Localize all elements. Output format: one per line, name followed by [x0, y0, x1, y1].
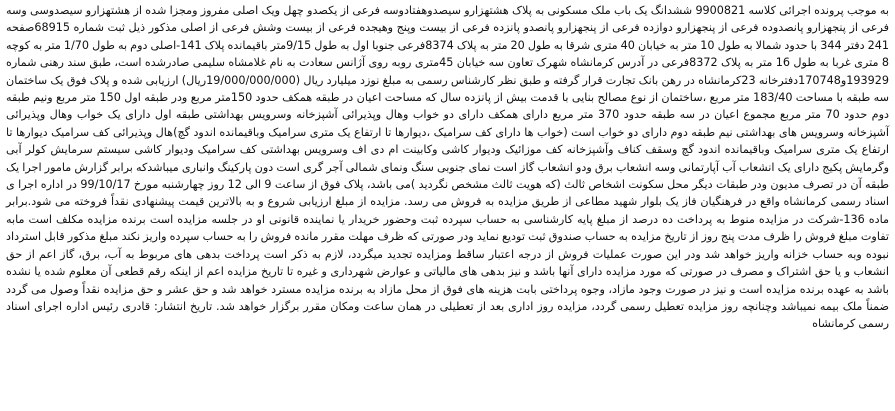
notice-body: به موجب پرونده اجرائی کلاسه 9900821 ششدانگ یک باب ملک مسکونی به پلاک هشتهزارو سیصدوهفتادوسه فرعی از یکصدو چهل ویک اصلی مفروز ومجزا شده از هشتهزارو سیصدوسی وسه فرعی از پنجهزارو پانصدوده فرعی از پنجهزارو دوازده فرعی از پنجهزارو پانصدو پانزده فرعی از بیست وپنج وهیجده فرعی از بیست وشش فرعی از اصلی مذکور ذیل ثبت شماره 68915صفحه 241 دفتر 344 با حدود شمالا به طول 10 متر به خیابان 40 متری شرقا به طول 20 متر به پلاک 8374فرعی جنوبا اول به طول 9/15متر باقیمانده پلاک 141-اصلی دوم به طول 1/70 متر به کوچه 8 متری غربا به طول 16 متر به پلاک 8372فرعی در آدرس کرمانشاه شهرک تعاون سه خیابان 45متری روبه روی آژانس سعادت به نام غلامشاه سلیمی صادرشده است، طبق سند رهنی شماره 193929و170748دفترخانه 23کرمانشاه در رهن بانک تجارت قرار گرفته و طبق نظر کارشناس رسمی به مبلغ نوزد میلیارد ریال (19/000/000/000ریال) ارزیابی شده و پلاک فوق یک ساختمان سه طبقه با مساحت 183/40 متر مربع ،ساختمان از نوع مصالح بنایی با قدمت بیش از پانزده سال که مساحت اعیان در طبقه همکف حدود 150متر مربع ودر طبقه اول 150 متر مربع ونیم طبقه دوم حدود 70 متر مربع مجموع اعیان در سه طبقه حدود 370 متر مربع دارای همکف دارای دو خواب وهال وپذیرائی آشپزخانه وسرویس بهداشتی طبقه اول دارای یک خواب وهال وپذیرائی آشپزخانه وسرویس های بهداشتی نیم طبقه دوم دارای دو خواب است (خواب ها دارای کف سرامیک ،دیوارها تا ارتفاع یک متری سرامیک وباقیمانده اندود گچ)هال وپذیرائی کف سرامیک دیوارها تا ارتفاع یک متری سرامیک وباقیمانده اندود گچ وسقف کناف وآشپزخانه کف موزائیک ودیوار کاشی وکابینت ام دی اف وسرویس بهداشتی کف سرامیک ودیوار کاشی سیستم سرمایش کولر آبی وگرمایش پکیج دارای یک انشعاب آب آپارتمانی وسه انشعاب برق ودو انشعاب گاز است نمای جنوبی سنگ ونمای شمالی آجر گری است دون پارکینگ وانباری میباشدکه برابر گزارش مامور اجرا یک طبقه آن در تصرف مدیون ودر طبقات دیگر محل سکونت اشخاص ثالث (که هویت ثالث مشخص نگردید )می باشد، پلاک فوق از ساعت 9 الی 12 روز چهارشنبه مورخ 99/10/17 در اداره اجرا ی اسناد رسمی کرمانشاه واقع در فرهنگیان فاز یک بلوار شهید مطاعی از طریق مزایده به فروش می رسد. مزایده از مبلغ ارزیابی شروع و به بالاترین قیمت پیشنهادی نقداً فروخته می شود.برابر ماده 136-شرکت در مزایده منوط به پرداخت ده درصد از مبلغ پایه کارشناسی به حساب سپرده ثبت وحضور خریدار یا نماینده قانونی او در جلسه مزایده است برنده مزایده مکلف است مابه تفاوت مبلغ فروش را ظرف مدت پنج روز از تاریخ مزایده به حساب صندوق ثبت تودیع نماید ودر صورتی که ظرف مهلت مقرر مانده فروش را به حساب سپرده واریز نکند مبلغ مذکور قابل استرداد نبوده وبه حساب خزانه واریز خواهد شد ودر این صورت عملیات فروش از درجه اعتبار ساقط ومزایده تجدید میگردد، لازم به ذکر است پرداخت بدهی های مربوط به آب، برق، گاز اعم از حق انشعاب و یا حق اشتراک و مصرف در صورتی که مورد مزایده دارای آنها باشد و نیز بدهی های مالیاتی و عوارض شهرداری و غیره تا تاریخ مزایده اعم از اینکه رقم قطعی آن معلوم شده یا نشده باشد به عهده برنده مزایده است و نیز در صورت وجود مازاد، وجوه پرداختی بابت هزینه های فوق از محل مازاد به برنده مزایده مسترد خواهد شد و حق عشر و حق مزایده نقداً وصول می گردد ضمناً ملک بیمه نمیباشد وچنانچه روز مزایده تعطیل رسمی گردد، مزایده روز اداری بعد از تعطیلی در همان ساعت ومکان مقرر برگزار خواهد شد. تاریخ انتشار: قادری رئیس اداره اجرای اسناد رسمی کرمانشاه — [6, 4, 890, 331]
